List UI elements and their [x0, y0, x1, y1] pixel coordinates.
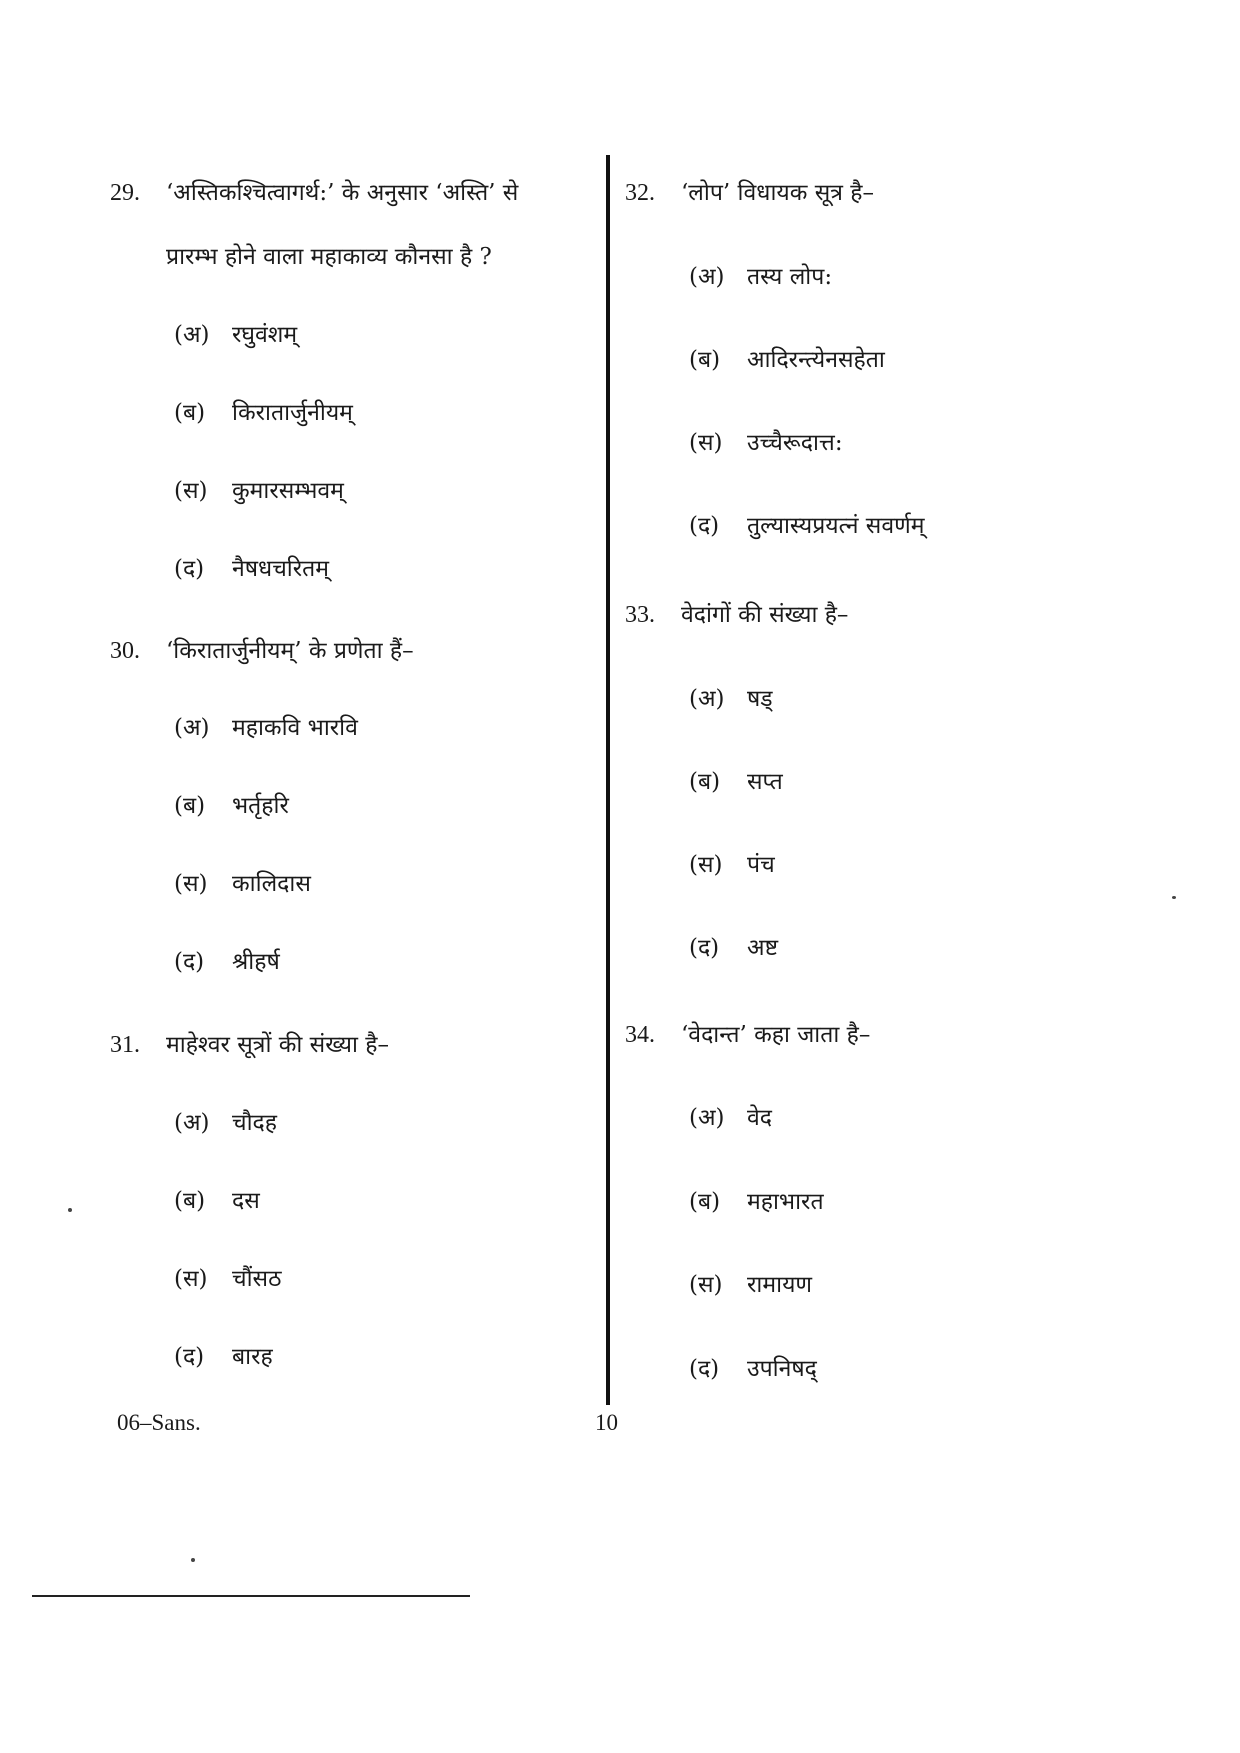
option-label: (द) [174, 1344, 205, 1370]
option-label: (अ) [174, 715, 210, 741]
question-text: ‘अस्तिकश्चित्वागर्थ:’ के अनुसार ‘अस्ति’ से [166, 180, 519, 206]
option-text: नैषधचरितम् [232, 556, 330, 582]
option-d [689, 1354, 817, 1384]
question-number: 30. [110, 638, 140, 664]
option-d [174, 1342, 273, 1372]
option-label: (अ) [689, 1105, 725, 1131]
paper-code: 06–Sans. [117, 1410, 201, 1435]
question-number: 31. [110, 1032, 140, 1058]
option-a [174, 713, 358, 743]
question-text: ‘किरातार्जुनीयम्’ के प्रणेता हैं– [166, 638, 414, 664]
question-text: वेदांगों की संख्या है– [681, 602, 849, 628]
option-label: (स) [689, 852, 723, 878]
option-a [689, 684, 773, 714]
option-text: दस [232, 1188, 260, 1214]
option-text: पंच [747, 852, 775, 878]
option-text: महाभारत [747, 1189, 824, 1215]
option-c [174, 869, 311, 899]
bottom-rule [32, 1595, 470, 1597]
option-text: रामायण [747, 1272, 813, 1298]
option-c [174, 476, 344, 506]
option-text: भर्तृहरि [232, 793, 289, 819]
option-text: कालिदास [232, 871, 311, 897]
option-label: (द) [174, 556, 205, 582]
scan-speck [191, 1558, 195, 1562]
question-29 [110, 178, 590, 278]
option-label: (ब) [689, 1189, 721, 1215]
option-label: (द) [174, 949, 205, 975]
option-text: किरातार्जुनीयम् [232, 400, 353, 426]
option-text: सप्त [747, 769, 783, 795]
option-a [174, 320, 297, 350]
option-text: रघुवंशम् [232, 322, 298, 348]
option-b [174, 791, 289, 821]
option-label: (अ) [689, 686, 725, 712]
option-text: तस्य लोप: [747, 264, 833, 290]
option-d [174, 554, 329, 584]
option-text: आदिरन्त्येनसहेता [747, 347, 885, 373]
option-label: (ब) [689, 347, 721, 373]
option-text: वेद [747, 1105, 773, 1131]
question-31 [110, 1030, 590, 1064]
scan-speck [1172, 896, 1176, 899]
option-c [689, 428, 843, 458]
option-label: (द) [689, 513, 720, 539]
option-d [689, 511, 925, 541]
option-text: महाकवि भारवि [232, 715, 358, 741]
option-d [174, 947, 280, 977]
option-text: उपनिषद् [747, 1356, 817, 1382]
option-label: (स) [174, 871, 208, 897]
column-divider [606, 155, 610, 1405]
option-text: बारह [232, 1344, 273, 1370]
option-text: तुल्यास्यप्रयत्नं सवर्णम् [747, 513, 925, 539]
question-number: 34. [625, 1022, 655, 1048]
question-number: 33. [625, 602, 655, 628]
option-label: (स) [689, 1272, 723, 1298]
option-label: (द) [689, 935, 720, 961]
option-b [174, 398, 353, 428]
option-label: (द) [689, 1356, 720, 1382]
option-label: (अ) [689, 264, 725, 290]
question-32 [625, 178, 1145, 212]
option-b [689, 767, 783, 797]
option-label: (स) [689, 430, 723, 456]
question-text: ‘लोप’ विधायक सूत्र है– [681, 180, 874, 206]
option-label: (ब) [689, 769, 721, 795]
option-text: कुमारसम्भवम् [232, 478, 344, 504]
option-label: (ब) [174, 793, 206, 819]
option-text: श्रीहर्ष [232, 949, 280, 975]
option-label: (स) [174, 1266, 208, 1292]
scan-speck [68, 1208, 72, 1212]
question-34 [625, 1020, 1145, 1054]
option-b [689, 1187, 824, 1217]
option-c [689, 850, 775, 880]
question-30 [110, 636, 590, 670]
option-text: अष्ट [747, 935, 779, 961]
option-label: (स) [174, 478, 208, 504]
question-text: ‘वेदान्त’ कहा जाता है– [681, 1022, 871, 1048]
option-label: (ब) [174, 1188, 206, 1214]
question-text-continued: प्रारम्भ होने वाला महाकाव्य कौनसा है ? [166, 244, 492, 270]
page-number: 10 [595, 1410, 618, 1435]
question-number: 29. [110, 180, 140, 206]
option-text: चौंसठ [232, 1266, 282, 1292]
option-a [689, 262, 832, 292]
option-text: षड् [747, 686, 773, 712]
question-33 [625, 600, 1145, 634]
option-c [689, 1270, 812, 1300]
option-text: उच्चैरूदात्त: [747, 430, 843, 456]
option-label: (अ) [174, 322, 210, 348]
option-label: (ब) [174, 400, 206, 426]
option-a [689, 1103, 772, 1133]
option-c [174, 1264, 281, 1294]
option-label: (अ) [174, 1110, 210, 1136]
question-text: माहेश्वर सूत्रों की संख्या है– [166, 1032, 389, 1058]
option-b [174, 1186, 260, 1216]
option-d [689, 933, 778, 963]
option-b [689, 345, 885, 375]
question-number: 32. [625, 180, 655, 206]
option-a [174, 1108, 277, 1138]
option-text: चौदह [232, 1110, 277, 1136]
